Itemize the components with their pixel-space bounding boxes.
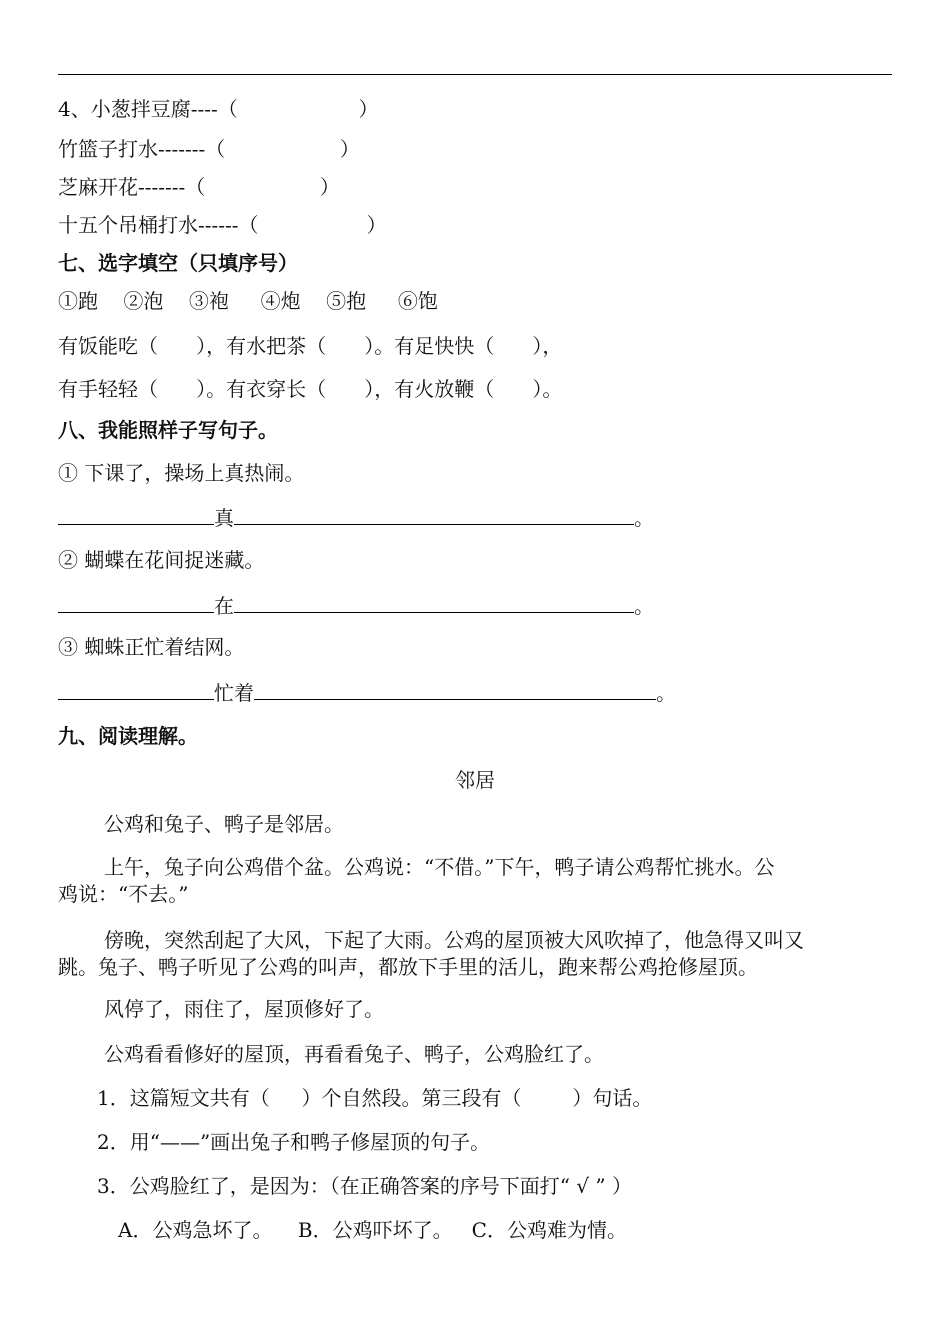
answer-blank [234,592,634,613]
passage-paragraph-5: 公鸡看看修好的屋顶，再看看兔子、鸭子，公鸡脸红了。 [104,1042,604,1066]
question-1: 1．这篇短文共有（ ）个自然段。第三段有（ ）句话。 [97,1086,653,1110]
passage-paragraph-1: 公鸡和兔子、鸭子是邻居。 [104,812,344,836]
passage-title: 邻居 [455,768,495,792]
write-line-2: 在 。 [58,592,654,618]
idiom-item-4: 十五个吊桶打水------（ ） [58,213,387,237]
idiom-item-2: 竹篮子打水-------（ ） [58,137,360,161]
fill-line-2: 有手轻轻（ ）。有衣穿长（ ），有火放鞭（ ）。 [58,377,563,401]
question-3: 3．公鸡脸红了，是因为：（在正确答案的序号下面打“ √ ” ） [97,1174,632,1198]
example-sentence-1: ① 下课了，操场上真热闹。 [58,461,305,485]
passage-paragraph-2: 上午，兔子向公鸡借个盆。公鸡说：“不借。”下午，鸭子请公鸡帮忙挑水。公 鸡说：“不去。” [58,855,775,906]
question-2: 2．用“——”画出兔子和鸭子修屋顶的句子。 [97,1130,491,1154]
example-sentence-3: ③ 蜘蛛正忙着结网。 [58,635,245,659]
example-sentence-2: ② 蝴蝶在花间捉迷藏。 [58,548,265,572]
top-rule [58,74,892,75]
section9-heading: 九、阅读理解。 [58,724,198,748]
passage-paragraph-4: 风停了，雨住了，屋顶修好了。 [104,997,384,1021]
passage-paragraph-3: 傍晚，突然刮起了大风，下起了大雨。公鸡的屋顶被大风吹掉了，他急得又叫又 跳。兔子、鸭子听见了公鸡的叫声，都放下手里的活儿，跑来帮公鸡抢修屋顶。 [58,928,804,979]
idiom-item-3: 芝麻开花-------（ ） [58,175,340,199]
question-3-options: A．公鸡急坏了。 B．公鸡吓坏了。 C．公鸡难为情。 [118,1218,627,1242]
write-line-1: 真 。 [58,504,654,530]
answer-blank [58,592,214,613]
section8-heading: 八、我能照样子写句子。 [58,418,278,442]
answer-blank [254,679,656,700]
section7-heading: 七、选字填空（只填序号） [58,251,298,275]
fill-line-1: 有饭能吃（ ），有水把茶（ ）。有足快快（ ）， [58,334,563,358]
write-line-3: 忙着 。 [58,679,676,705]
answer-blank [58,679,214,700]
idiom-item-1: 4、小葱拌豆腐----（ ） [58,97,379,121]
answer-blank [58,504,214,525]
character-options: ①跑 ②泡 ③袍 ④炮 ⑤抱 ⑥饱 [58,289,438,313]
answer-blank [234,504,634,525]
